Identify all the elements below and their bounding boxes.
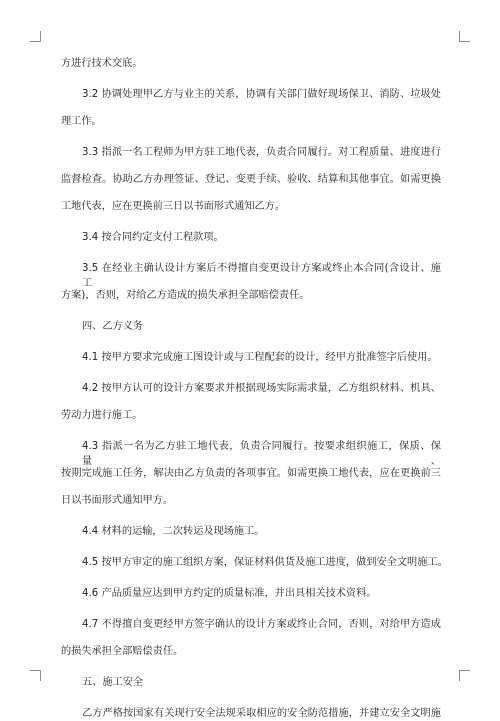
paragraph-line: 4.4 材料的运输，二次转运及现场施工。 (82, 526, 265, 537)
paragraph-line: 3.2 协调处理甲乙方与业主的关系，协调有关部门做好现场保卫、消防、垃圾处 (82, 89, 441, 100)
crop-mark-top-left (30, 31, 41, 42)
paragraph-line: 4.7 不得擅自变更经甲方签字确认的设计方案或终止合同，否则，对给甲方造成 (82, 619, 441, 630)
paragraph-line: 4.1 按甲方要求完成施工图设计或与工程配套的设计，经甲方批准签字后使用。 (82, 352, 438, 363)
paragraph-line: 3.3 指派一名工程师为甲方驻工地代表，负责合同履行。对工程质量、进度进行 (82, 147, 441, 158)
paragraph-line: 的损失承担全部赔偿责任。 (61, 646, 184, 657)
paragraph-line: 4.2 按甲方认可的设计方案要求并根据现场实际需求量，乙方组织材料、机具、 (82, 383, 441, 394)
section-heading: 五、施工安全 (82, 677, 144, 688)
paragraph-line: 乙方严格按国家有关现行安全法规采取相应的安全防范措施，并建立安全文明施 (82, 708, 441, 719)
document-body (61, 56, 448, 721)
crop-mark-bottom-left (30, 670, 41, 681)
crop-mark-bottom-right (459, 670, 470, 681)
paragraph-line: 按期完成施工任务，解决由乙方负责的各项事宜。如需更换工地代表，应在更换前三 (61, 468, 441, 479)
crop-mark-top-right (459, 31, 470, 42)
paragraph-line: 方进行技术交底。 (61, 58, 143, 69)
paragraph-line: 方案)，否则，对给乙方造成的损失承担全部赔偿责任。 (61, 290, 310, 301)
section-heading: 四、乙方义务 (82, 321, 144, 332)
paragraph-line: 监督检查。协助乙方办理签证、登记、变更手续、验收、结算和其他事宜。如需更换 (61, 174, 441, 185)
paragraph-line: 3.4 按合同约定支付工程款项。 (82, 232, 224, 243)
paragraph-line: 3.5 在经业主确认设计方案后不得擅自变更设计方案或终止本合同(含设计、施工 (82, 263, 441, 289)
paragraph-line: 劳动力进行施工。 (61, 410, 143, 421)
paragraph-line: 工地代表，应在更换前三日以书面形式通知乙方。 (61, 201, 286, 212)
paragraph-line: 4.5 按甲方审定的施工组织方案，保证材料供货及施工进度，做到安全文明施工。 (82, 557, 448, 568)
paragraph-line: 理工作。 (61, 116, 102, 127)
paragraph-line: 4.3 指派一名为乙方驻工地代表，负责合同履行。按要求组织施工，保质、保量、 (82, 441, 441, 467)
paragraph-line: 日以书面形式通知甲方。 (61, 495, 174, 506)
paragraph-line: 4.6 产品质量应达到甲方约定的质量标准，并出具相关技术资料。 (82, 588, 377, 599)
